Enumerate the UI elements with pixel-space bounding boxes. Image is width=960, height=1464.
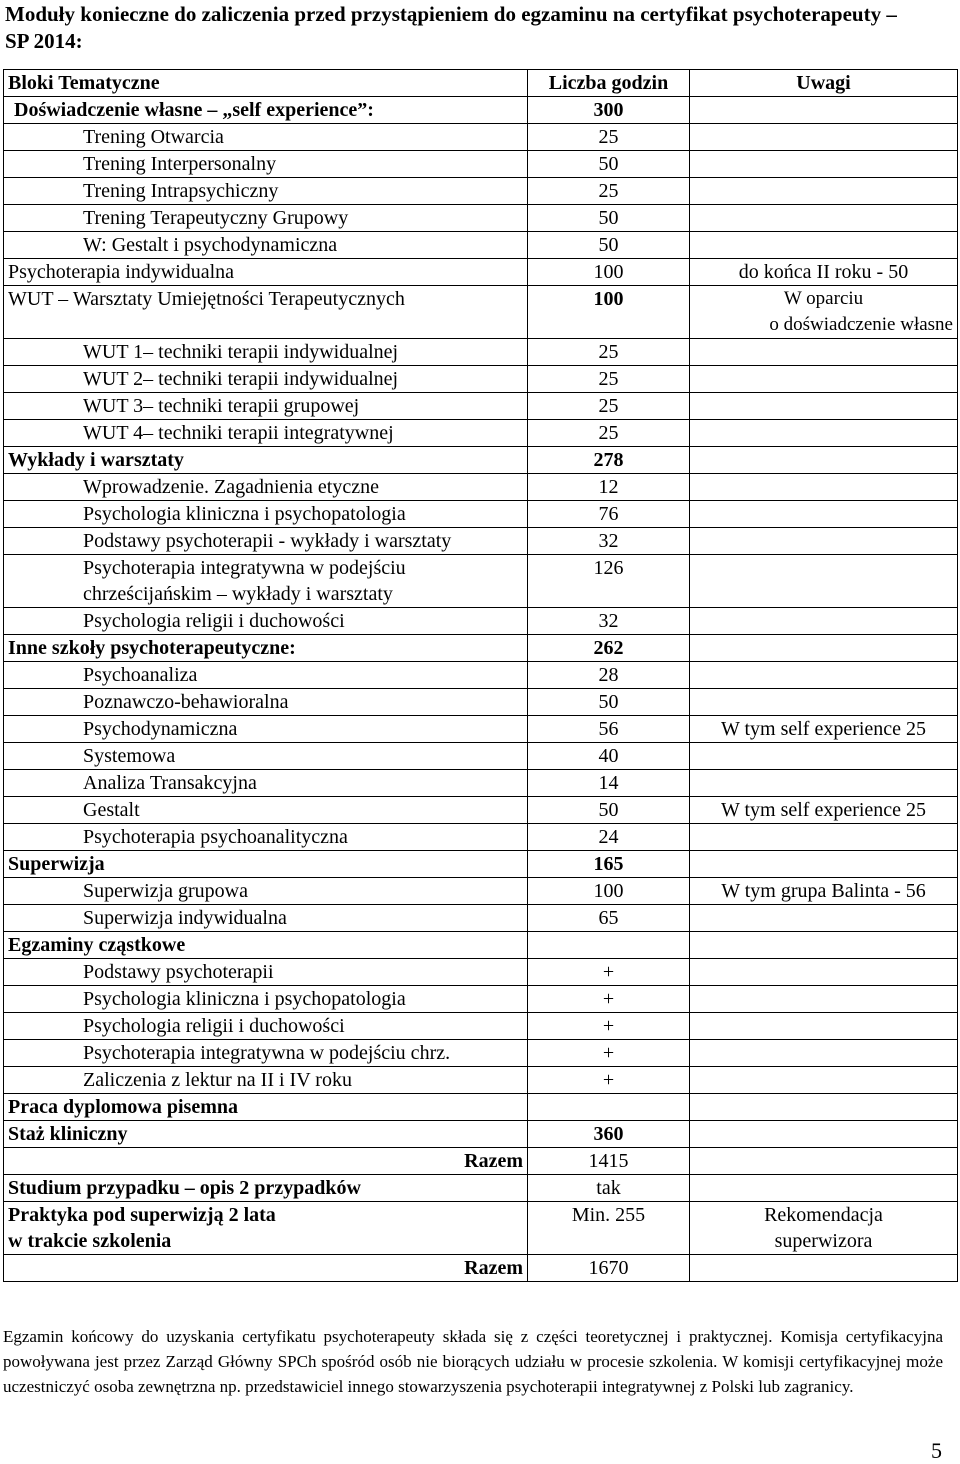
row-label: Psychoterapia psychoanalityczna bbox=[4, 824, 528, 851]
row-hours: 40 bbox=[528, 743, 690, 770]
row-label: Razem bbox=[4, 1148, 528, 1175]
row-notes bbox=[690, 986, 958, 1013]
row-label: Superwizja grupowa bbox=[4, 878, 528, 905]
table-row bbox=[4, 932, 958, 959]
row-hours: 65 bbox=[528, 905, 690, 932]
table-row bbox=[4, 959, 958, 986]
row-notes bbox=[690, 555, 958, 608]
header-blocks: Bloki Tematyczne bbox=[4, 70, 528, 97]
row-notes bbox=[690, 851, 958, 878]
row-label bbox=[4, 1202, 528, 1255]
row-label: WUT – Warsztaty Umiejętności Terapeutycznych bbox=[4, 286, 528, 339]
row-label: Podstawy psychoterapii - wykłady i warsztaty bbox=[4, 528, 528, 555]
row-notes bbox=[690, 528, 958, 555]
row-hours: 278 bbox=[528, 447, 690, 474]
row-label: Psychodynamiczna bbox=[4, 716, 528, 743]
row-hours: + bbox=[528, 1067, 690, 1094]
table-row bbox=[4, 824, 958, 851]
table-row bbox=[4, 1202, 958, 1255]
table-row bbox=[4, 259, 958, 286]
table-row bbox=[4, 986, 958, 1013]
table-row bbox=[4, 205, 958, 232]
row-label: Psychoterapia integratywna w podejściu chrześcijańskim – wykłady i warsztaty bbox=[4, 555, 528, 608]
row-notes bbox=[690, 420, 958, 447]
table-row bbox=[4, 608, 958, 635]
row-hours: 50 bbox=[528, 232, 690, 259]
row-notes bbox=[690, 1013, 958, 1040]
row-label: Trening Otwarcia bbox=[4, 124, 528, 151]
row-label: Psychologia kliniczna i psychopatologia bbox=[4, 986, 528, 1013]
table-row bbox=[4, 743, 958, 770]
row-notes bbox=[690, 205, 958, 232]
row-hours: 56 bbox=[528, 716, 690, 743]
document-title: Moduły konieczne do zaliczenia przed przystąpieniem do egzaminu na certyfikat psychoterapeuty – SP 2014: bbox=[5, 2, 897, 53]
table-row bbox=[4, 689, 958, 716]
row-label: Psychologia religii i duchowości bbox=[4, 608, 528, 635]
row-label: Psychoterapia integratywna w podejściu chrz. bbox=[4, 1040, 528, 1067]
table-row bbox=[4, 447, 958, 474]
row-hours: 100 bbox=[528, 259, 690, 286]
row-notes bbox=[690, 824, 958, 851]
row-label: Trening Interpersonalny bbox=[4, 151, 528, 178]
row-label: Zaliczenia z lektur na II i IV roku bbox=[4, 1067, 528, 1094]
table-row bbox=[4, 124, 958, 151]
row-notes bbox=[690, 959, 958, 986]
header-hours: Liczba godzin bbox=[528, 70, 690, 97]
note-line: o doświadczenie własne bbox=[769, 314, 953, 335]
row-notes bbox=[690, 151, 958, 178]
row-hours: 50 bbox=[528, 151, 690, 178]
table-row bbox=[4, 528, 958, 555]
row-hours: + bbox=[528, 1013, 690, 1040]
row-notes bbox=[690, 474, 958, 501]
row-notes: W tym grupa Balinta - 56 bbox=[690, 878, 958, 905]
table-row bbox=[4, 178, 958, 205]
row-notes: W tym self experience 25 bbox=[690, 716, 958, 743]
table-row bbox=[4, 501, 958, 528]
row-hours: + bbox=[528, 1040, 690, 1067]
row-hours: 76 bbox=[528, 501, 690, 528]
table-row bbox=[4, 232, 958, 259]
row-notes bbox=[690, 124, 958, 151]
row-label: Psychoanaliza bbox=[4, 662, 528, 689]
table-row bbox=[4, 339, 958, 366]
row-label: Psychologia religii i duchowości bbox=[4, 1013, 528, 1040]
table-row bbox=[4, 366, 958, 393]
row-notes bbox=[690, 1121, 958, 1148]
row-notes bbox=[690, 1148, 958, 1175]
row-hours: + bbox=[528, 959, 690, 986]
note-line: W oparciu bbox=[783, 288, 864, 309]
note-line: superwizora bbox=[774, 1230, 873, 1252]
table-row bbox=[4, 420, 958, 447]
row-hours: 25 bbox=[528, 420, 690, 447]
table-row bbox=[4, 474, 958, 501]
row-label: Wprowadzenie. Zagadnienia etyczne bbox=[4, 474, 528, 501]
row-notes bbox=[690, 662, 958, 689]
table-row bbox=[4, 716, 958, 743]
table-row bbox=[4, 1121, 958, 1148]
row-hours: 50 bbox=[528, 797, 690, 824]
row-notes bbox=[690, 1175, 958, 1202]
row-hours bbox=[528, 932, 690, 959]
table-row bbox=[4, 797, 958, 824]
row-hours: 32 bbox=[528, 608, 690, 635]
row-hours: 25 bbox=[528, 366, 690, 393]
table-row bbox=[4, 905, 958, 932]
table-row bbox=[4, 1067, 958, 1094]
table-header-row bbox=[4, 70, 958, 97]
row-notes bbox=[690, 932, 958, 959]
row-label: Systemowa bbox=[4, 743, 528, 770]
row-notes bbox=[690, 97, 958, 124]
row-label: WUT 2– techniki terapii indywidualnej bbox=[4, 366, 528, 393]
table-row bbox=[4, 393, 958, 420]
row-label: Superwizja indywidualna bbox=[4, 905, 528, 932]
table-row bbox=[4, 635, 958, 662]
row-notes bbox=[690, 366, 958, 393]
row-hours: + bbox=[528, 986, 690, 1013]
row-hours: tak bbox=[528, 1175, 690, 1202]
row-hours: 165 bbox=[528, 851, 690, 878]
row-hours: 25 bbox=[528, 178, 690, 205]
row-notes bbox=[690, 232, 958, 259]
table-row bbox=[4, 878, 958, 905]
table-row bbox=[4, 1040, 958, 1067]
row-hours: 100 bbox=[528, 878, 690, 905]
row-hours: 12 bbox=[528, 474, 690, 501]
row-label: WUT 4– techniki terapii integratywnej bbox=[4, 420, 528, 447]
row-hours: 25 bbox=[528, 339, 690, 366]
row-label: Inne szkoły psychoterapeutyczne: bbox=[4, 635, 528, 662]
row-notes bbox=[690, 743, 958, 770]
table-row bbox=[4, 1148, 958, 1175]
label-line: Praktyka pod superwizją 2 lata bbox=[8, 1204, 276, 1226]
note-line: Rekomendacja bbox=[764, 1204, 883, 1226]
row-notes bbox=[690, 339, 958, 366]
table-row bbox=[4, 555, 958, 608]
row-hours: 25 bbox=[528, 124, 690, 151]
row-hours: 14 bbox=[528, 770, 690, 797]
row-hours: 32 bbox=[528, 528, 690, 555]
row-hours: 1670 bbox=[528, 1255, 690, 1282]
row-label: Doświadczenie własne – „self experience”: bbox=[4, 97, 528, 124]
row-label: Studium przypadku – opis 2 przypadków bbox=[4, 1175, 528, 1202]
row-label: WUT 1– techniki terapii indywidualnej bbox=[4, 339, 528, 366]
table-row bbox=[4, 151, 958, 178]
row-label: WUT 3– techniki terapii grupowej bbox=[4, 393, 528, 420]
row-hours: 28 bbox=[528, 662, 690, 689]
row-label: Trening Terapeutyczny Grupowy bbox=[4, 205, 528, 232]
table-row bbox=[4, 851, 958, 878]
row-hours: 262 bbox=[528, 635, 690, 662]
row-hours bbox=[528, 1094, 690, 1121]
table-row bbox=[4, 1013, 958, 1040]
table-row bbox=[4, 1094, 958, 1121]
table-row bbox=[4, 770, 958, 797]
row-notes bbox=[690, 770, 958, 797]
row-label: Staż kliniczny bbox=[4, 1121, 528, 1148]
row-notes bbox=[690, 501, 958, 528]
row-notes bbox=[690, 1094, 958, 1121]
table-row bbox=[4, 1175, 958, 1202]
row-notes bbox=[690, 689, 958, 716]
row-hours: Min. 255 bbox=[528, 1202, 690, 1255]
row-label: Egzaminy cząstkowe bbox=[4, 932, 528, 959]
row-label: Trening Intrapsychiczny bbox=[4, 178, 528, 205]
row-hours: 360 bbox=[528, 1121, 690, 1148]
row-label: Psychologia kliniczna i psychopatologia bbox=[4, 501, 528, 528]
row-hours: 126 bbox=[528, 555, 690, 608]
table-row bbox=[4, 662, 958, 689]
footer-paragraph: Egzamin końcowy do uzyskania certyfikatu psychoterapeuty składa się z części teoretycznej i praktycznej. Komisja certyfikacyjna powoływana jest przez Zarząd Główny SPCh spośród osób nie biorących udziału w procesie szkolenia. W komisji certyfikacyjnej może uczestniczyć osoba zewnętrzna np. przedstawiciel innego stowarzyszenia psychoterapii integratywnej z Polski lub zagranicy. bbox=[3, 1327, 943, 1396]
row-label: Psychoterapia indywidualna bbox=[4, 259, 528, 286]
row-notes bbox=[690, 178, 958, 205]
table-row bbox=[4, 286, 958, 339]
row-hours: 1415 bbox=[528, 1148, 690, 1175]
row-label: Poznawczo-behawioralna bbox=[4, 689, 528, 716]
row-hours: 24 bbox=[528, 824, 690, 851]
page-number: 5 bbox=[931, 1438, 942, 1463]
row-hours: 300 bbox=[528, 97, 690, 124]
row-notes bbox=[690, 1040, 958, 1067]
row-notes bbox=[690, 286, 958, 339]
row-label: Wykłady i warsztaty bbox=[4, 447, 528, 474]
table-row bbox=[4, 1255, 958, 1282]
row-label: Analiza Transakcyjna bbox=[4, 770, 528, 797]
table-row bbox=[4, 97, 958, 124]
row-label: Praca dyplomowa pisemna bbox=[4, 1094, 528, 1121]
row-notes: do końca II roku - 50 bbox=[690, 259, 958, 286]
row-label: Gestalt bbox=[4, 797, 528, 824]
row-notes bbox=[690, 1067, 958, 1094]
row-notes bbox=[690, 1202, 958, 1255]
row-notes bbox=[690, 608, 958, 635]
row-notes bbox=[690, 1255, 958, 1282]
row-hours: 50 bbox=[528, 205, 690, 232]
row-notes bbox=[690, 635, 958, 662]
row-label: Razem bbox=[4, 1255, 528, 1282]
row-notes bbox=[690, 447, 958, 474]
label-line: w trakcie szkolenia bbox=[8, 1230, 172, 1252]
row-notes: W tym self experience 25 bbox=[690, 797, 958, 824]
row-label: W: Gestalt i psychodynamiczna bbox=[4, 232, 528, 259]
row-hours: 100 bbox=[528, 286, 690, 339]
row-hours: 25 bbox=[528, 393, 690, 420]
header-notes: Uwagi bbox=[690, 70, 958, 97]
row-label: Superwizja bbox=[4, 851, 528, 878]
modules-table bbox=[3, 69, 958, 1282]
row-notes bbox=[690, 393, 958, 420]
row-hours: 50 bbox=[528, 689, 690, 716]
row-label: Podstawy psychoterapii bbox=[4, 959, 528, 986]
row-notes bbox=[690, 905, 958, 932]
